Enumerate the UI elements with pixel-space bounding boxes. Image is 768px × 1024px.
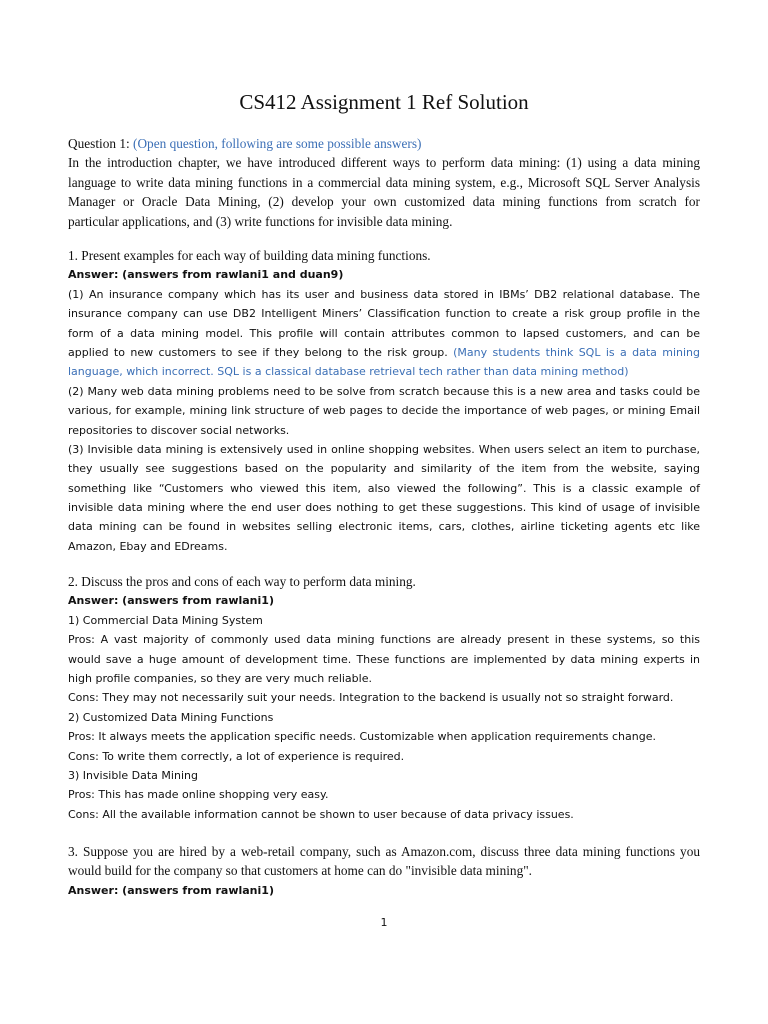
page-title: CS412 Assignment 1 Ref Solution	[239, 90, 529, 114]
answer-line: Amazon, Ebay and EDreams.	[68, 539, 228, 553]
answer-line: (3) Invisible data mining is extensively used in online shopping websites. When users select an item to purchase,	[68, 442, 700, 456]
intro-line: In the introduction chapter, we have introduced different ways to perform data mining: (1) using a data mining	[68, 155, 700, 171]
page-number: 1	[380, 916, 388, 929]
answer-line: high profile companies, so they are very much reliable.	[68, 671, 372, 685]
answer-line: they usually see suggestions based on the popularity and similarity of the item from the website, saying	[68, 462, 700, 476]
intro-line: particular applications, and (3) write functions for invisible data mining.	[68, 213, 453, 229]
answer-line: Pros: A vast majority of commonly used data mining functions are already present in these systems, so this	[68, 633, 700, 647]
part-3-section	[68, 842, 700, 900]
part-3-question-line: 3. Suppose you are hired by a web-retail company, such as Amazon.com, discuss three data mining functions you	[68, 844, 700, 859]
answer-line: data mining can be found in websites selling electronic items, cars, clothes, airline ticketing agents etc like	[68, 520, 700, 534]
answer-line: would save a huge amount of development time. These functions are implemented by data mining experts in	[68, 652, 700, 666]
question-1-heading	[68, 134, 700, 153]
intro-line: language to write data mining functions in a commercial data mining system, e.g., Microsoft SQL Server Analysis	[68, 174, 700, 190]
answer-line: Cons: They may not necessarily suit your needs. Integration to the backend is usually not so straight forward.	[68, 691, 674, 705]
answer-line: 2) Customized Data Mining Functions	[68, 710, 274, 724]
answer-line: various, for example, mining link structure of web pages to decide the importance of web pages, or mining Email	[68, 404, 700, 418]
answer-line: repositories to discover social networks.	[68, 423, 290, 437]
part-1-question: 1. Present examples for each way of building data mining functions.	[68, 248, 431, 263]
question-1-label: Question 1:	[68, 136, 134, 151]
part-2-question: 2. Discuss the pros and cons of each way to perform data mining.	[68, 574, 416, 589]
answer-line: form of a data mining model. This profile will contain attributes common to lapsed customers, and can be	[68, 326, 700, 340]
answer-line: Pros: It always meets the application specific needs. Customizable when application requirements change.	[68, 730, 656, 744]
instructor-note-line: language, which incorrect. SQL is a classical database retrieval tech rather than data mining method)	[68, 365, 629, 379]
answer-line-mixed	[68, 343, 700, 362]
part-3-answer-label: Answer: (answers from rawlani1)	[68, 883, 274, 897]
answer-line: (1) An insurance company which has its user and business data stored in IBMs’ DB2 relational database. The	[68, 287, 700, 301]
part-1-answer-label: Answer: (answers from rawlani1 and duan9)	[68, 268, 344, 282]
answer-line: Cons: All the available information cannot be shown to user because of data privacy issues.	[68, 807, 574, 821]
part-1-section	[68, 246, 700, 556]
part-2-section	[68, 572, 700, 824]
answer-line: something like “Customers who viewed this item, also viewed the following”. This is a classic example of	[68, 481, 700, 495]
answer-line: insurance company can use DB2 Intelligent Miners’ Classification function to create a risk group profile in the	[68, 307, 700, 321]
answer-line: invisible data mining where the end user does nothing to get these suggestions. This kind of usage of invisible	[68, 501, 700, 515]
instructor-note: (Many students think SQL is a data mining	[453, 345, 700, 359]
intro-line: Manager or Oracle Data Mining, (2) develop your own customized data mining functions from scratch for	[68, 194, 700, 210]
part-3-question-line: would build for the company so that customers at home can do "invisible data mining".	[68, 863, 532, 879]
part-2-answer-label: Answer: (answers from rawlani1)	[68, 594, 274, 608]
answer-text: applied to new customers to see if they belong to the risk group.	[68, 345, 454, 359]
answer-line: (2) Many web data mining problems need to be solve from scratch because this is a new area and tasks could be	[68, 384, 700, 398]
question-1-note: (Open question, following are some possible answers)	[133, 136, 422, 151]
answer-line: 1) Commercial Data Mining System	[68, 613, 263, 627]
answer-line: 3) Invisible Data Mining	[68, 768, 198, 782]
answer-line: Pros: This has made online shopping very easy.	[68, 788, 329, 802]
question-1-section	[68, 134, 700, 231]
answer-line: Cons: To write them correctly, a lot of experience is required.	[68, 749, 405, 763]
